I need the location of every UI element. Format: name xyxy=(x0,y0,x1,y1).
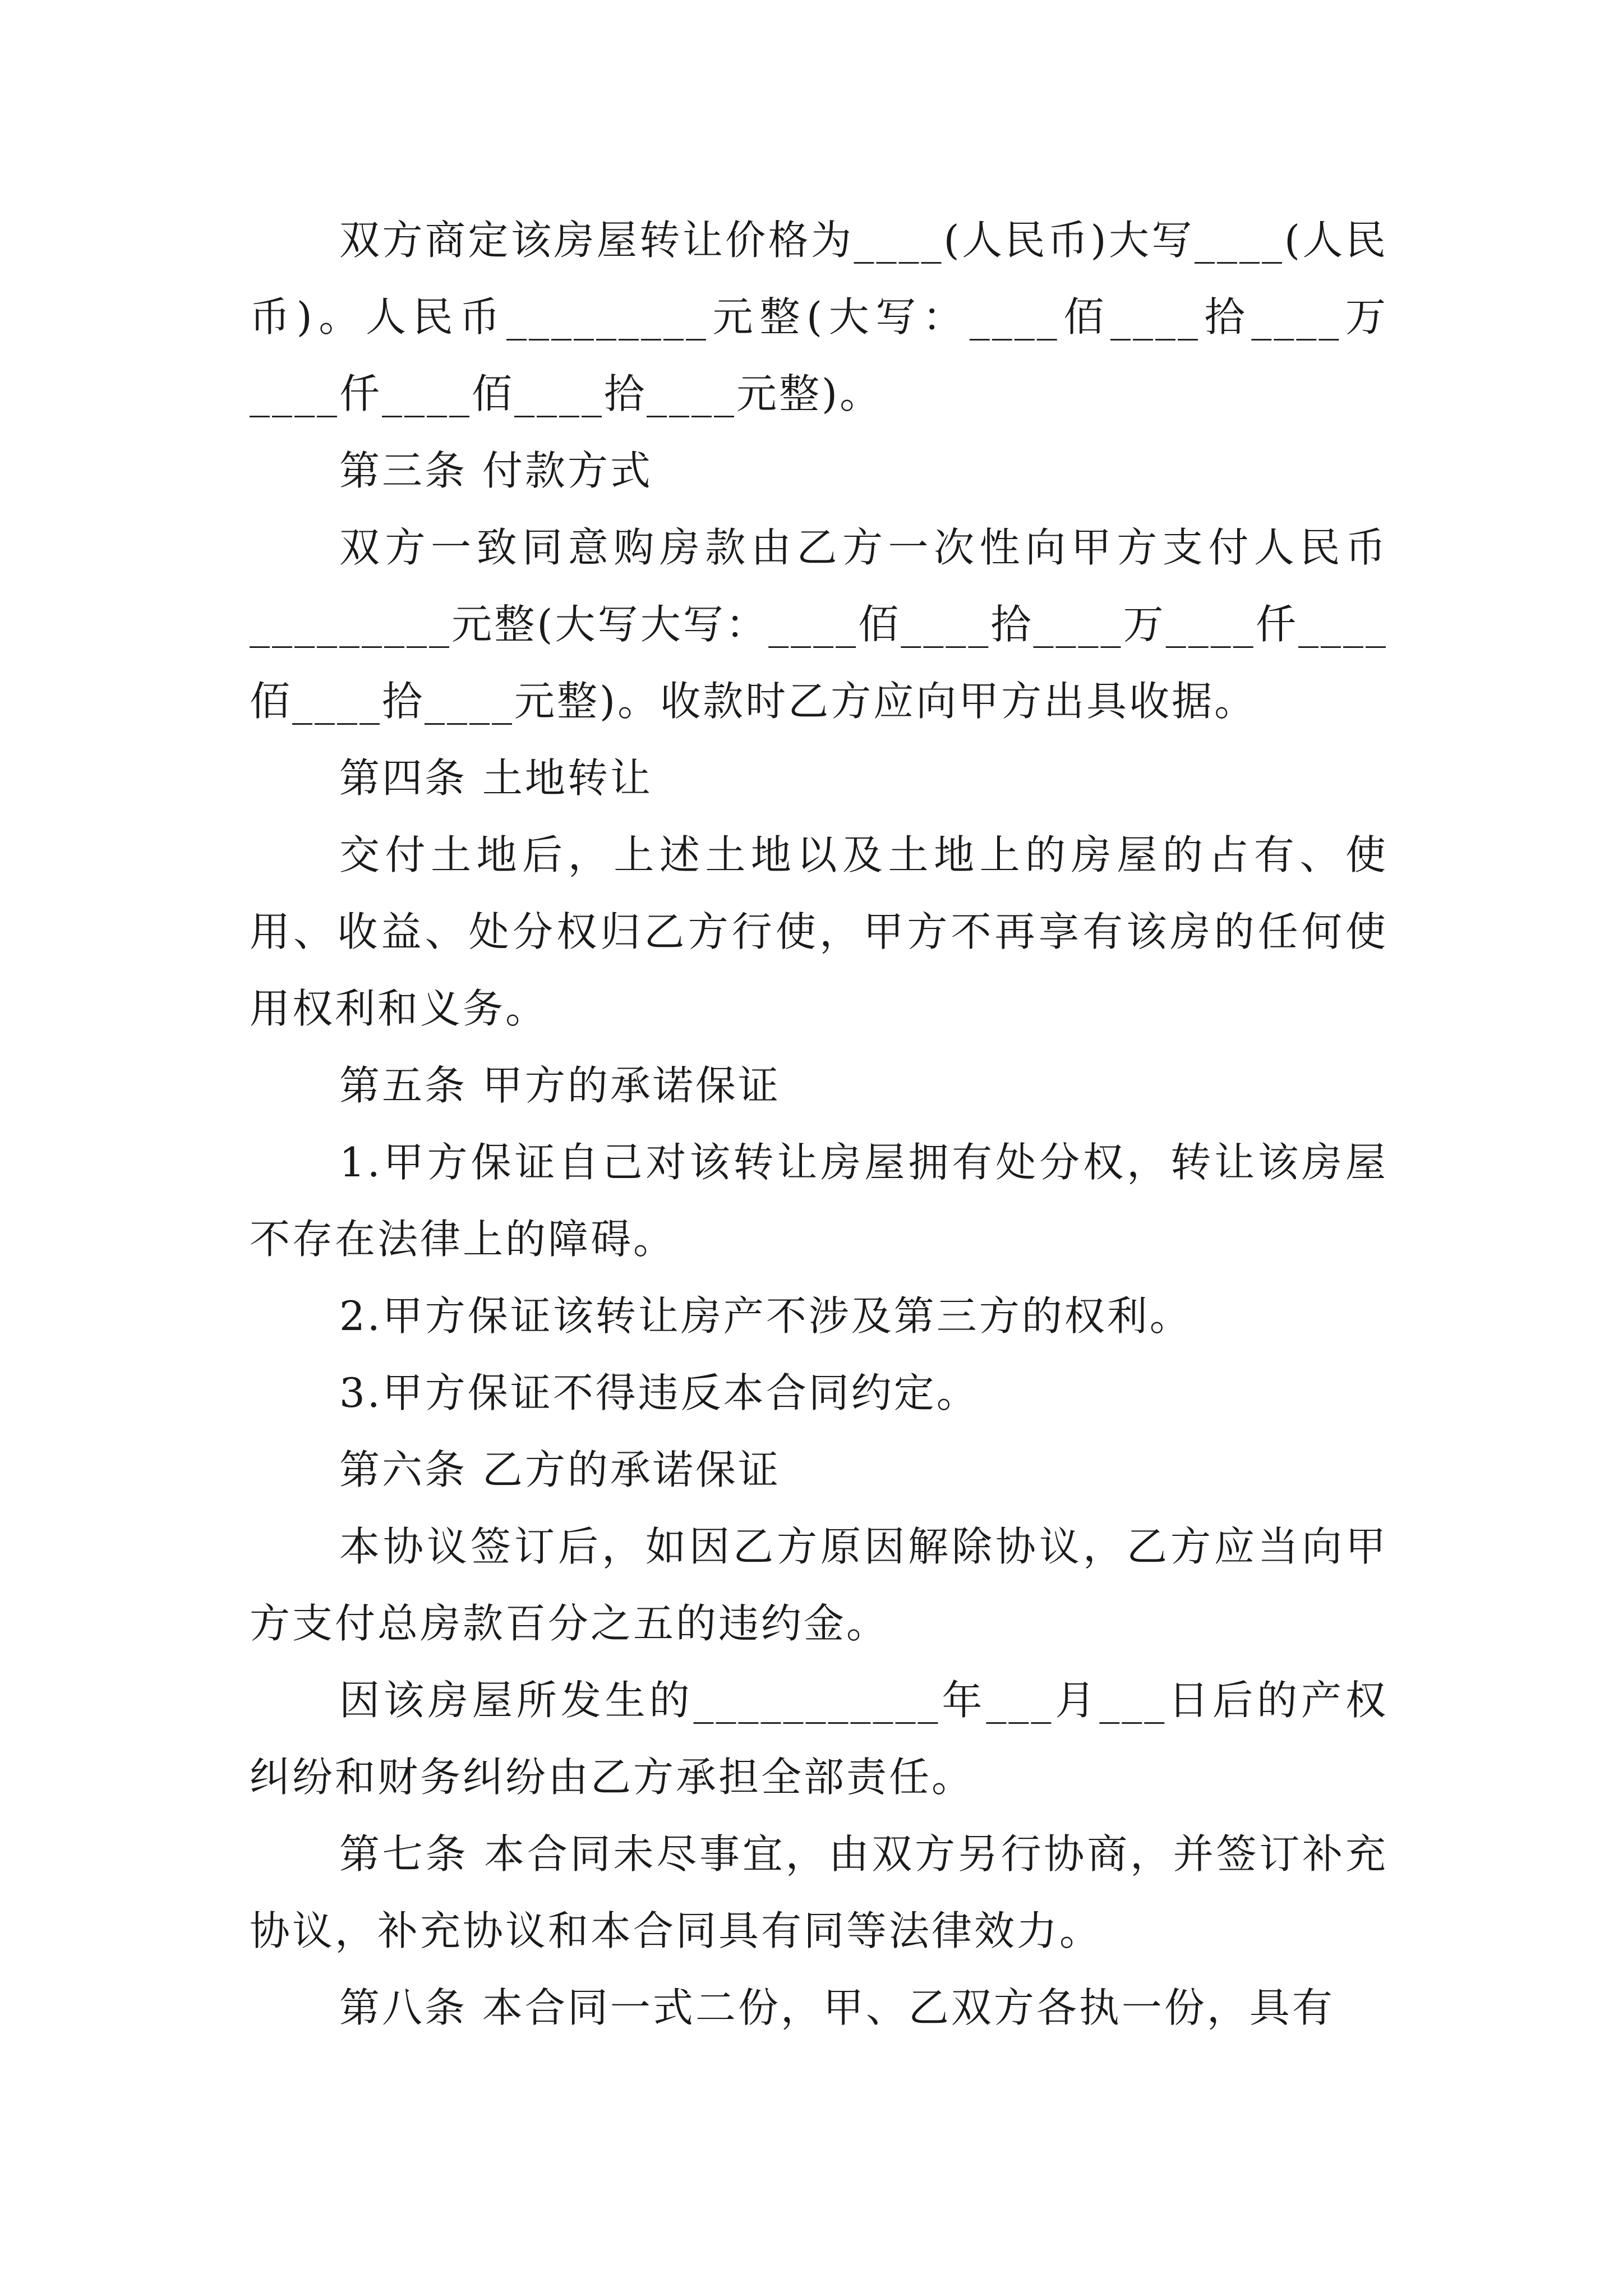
party-b-guarantee-2: 因该房屋所发生的___________年___月___日后的产权纠纷和财务纠纷由乙方承担全部责任。 xyxy=(250,1677,1388,1801)
article-4-heading: 第四条 土地转让 xyxy=(339,754,653,802)
party-b-guarantee-1: 本协议签订后，如因乙方原因解除协议，乙方应当向甲方支付总房款百分之五的违约金。 xyxy=(250,1523,1388,1647)
party-a-guarantee-2: 2.甲方保证该转让房产不涉及第三方的权利。 xyxy=(339,1292,1192,1340)
payment-paragraph: 双方一致同意购房款由乙方一次性向甲方支付人民币_________元整(大写大写：____佰____拾____万____仟____佰____拾____元整)。收款时乙方应向甲方出具收据。 xyxy=(250,524,1388,725)
article-3-heading: 第三条 付款方式 xyxy=(339,447,653,494)
article-8-paragraph: 第八条 本合同一式二份，甲、乙双方各执一份，具有 xyxy=(339,1984,1335,2031)
article-7-paragraph: 第七条 本合同未尽事宜，由双方另行协商，并签订补充协议，补充协议和本合同具有同等法律效力。 xyxy=(250,1830,1388,1954)
article-6-heading: 第六条 乙方的承诺保证 xyxy=(339,1446,781,1493)
party-a-guarantee-1: 1.甲方保证自己对该转让房屋拥有处分权，转让该房屋不存在法律上的障碍。 xyxy=(250,1139,1388,1263)
article-5-heading: 第五条 甲方的承诺保证 xyxy=(339,1062,781,1109)
contract-page xyxy=(250,202,1388,2046)
party-a-guarantee-3: 3.甲方保证不得违反本合同约定。 xyxy=(339,1369,979,1416)
land-transfer-paragraph: 交付土地后，上述土地以及土地上的房屋的占有、使用、收益、处分权归乙方行使，甲方不再享有该房的任何使用权利和义务。 xyxy=(250,831,1388,1032)
price-paragraph: 双方商定该房屋转让价格为____(人民币)大写____(人民币)。人民币_________元整(大写：____佰____拾____万____仟____佰____拾____元整)。 xyxy=(250,217,1388,417)
